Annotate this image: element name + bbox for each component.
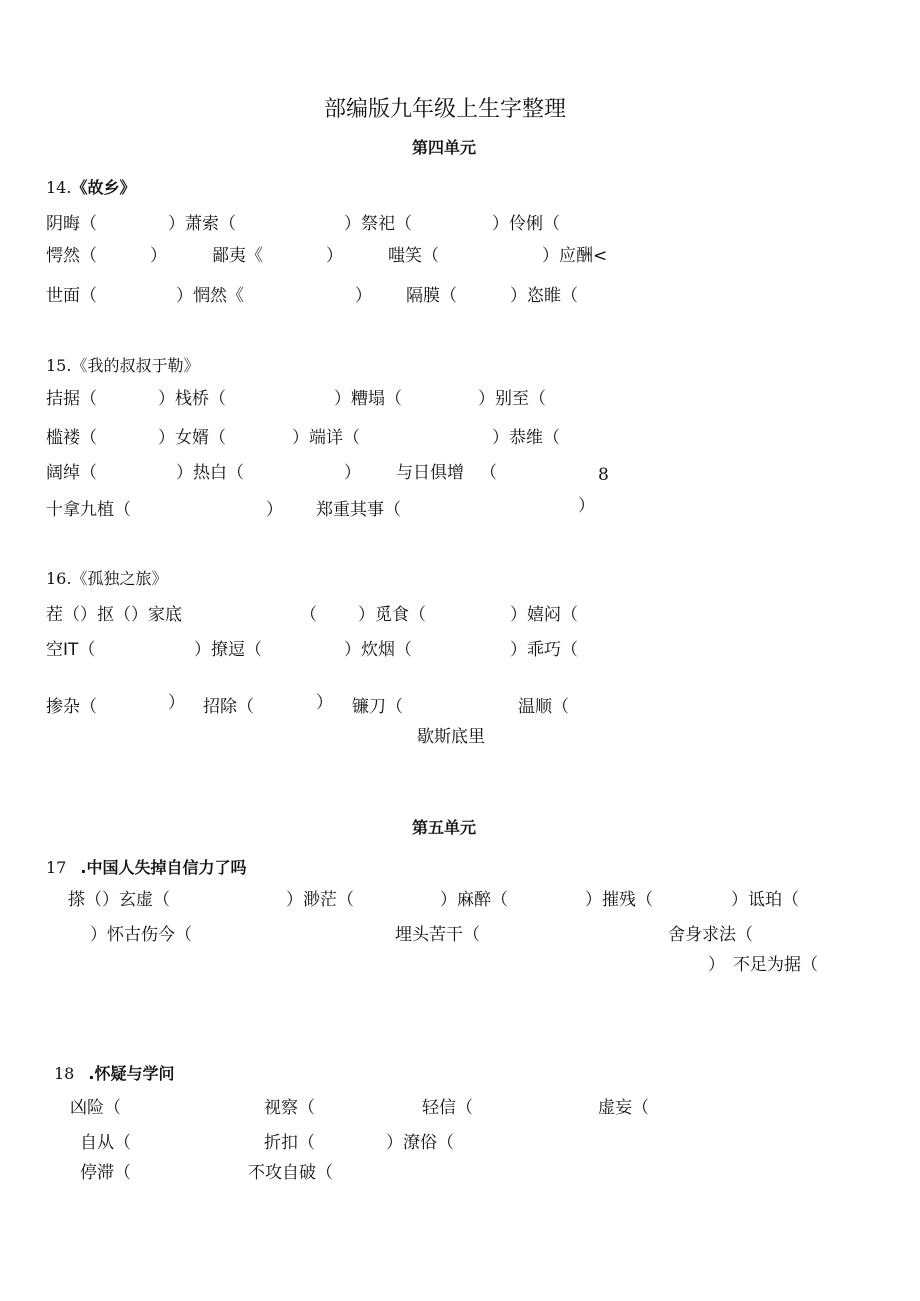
- word-item: ）潦俗（: [386, 1133, 454, 1153]
- word-item: ）端详（: [292, 428, 360, 448]
- lesson-heading: [54, 1064, 174, 1084]
- stray-mark: 8: [598, 465, 609, 485]
- lesson-title: 《故乡》: [71, 178, 136, 197]
- word-item: ）: [344, 463, 361, 483]
- word-item: 搽（）玄虚（: [68, 890, 170, 910]
- word-item: 茬（）抠（）家底: [46, 605, 182, 625]
- word-item: 轻信（: [422, 1098, 473, 1118]
- word-item: 视察（: [264, 1098, 315, 1118]
- word-item: ）萧索（: [168, 214, 236, 234]
- lesson-heading: [46, 178, 135, 198]
- word-item: ）: [150, 246, 167, 266]
- word-item: ）惘然《: [176, 286, 244, 306]
- word-item: ）女婿（: [158, 428, 226, 448]
- word-item: 镰刀（: [352, 697, 403, 717]
- word-item: 鄙夷《: [212, 246, 263, 266]
- word-item: ）恣睢（: [510, 286, 578, 306]
- word-item: ）渺茫（: [286, 890, 354, 910]
- word-item: 愕然（: [46, 246, 97, 266]
- lesson-number: 15.: [46, 356, 72, 375]
- word-item: ）恭维（: [492, 428, 560, 448]
- word-item: 舍身求法（: [668, 925, 753, 945]
- word-item: ）: [708, 955, 725, 975]
- word-item: ）: [266, 500, 283, 520]
- word-item: ）乖巧（: [510, 640, 578, 660]
- word-item: 十拿九植（: [46, 500, 131, 520]
- word-item: 阴晦（: [46, 214, 97, 234]
- word-item: ）: [326, 246, 343, 266]
- word-item: ）撩逗（: [194, 640, 262, 660]
- word-item: ）: [578, 496, 595, 516]
- word-item: ）怀古伤今（: [90, 925, 192, 945]
- word-item: 掺杂（: [46, 697, 97, 717]
- lesson-number: 14.: [46, 178, 72, 197]
- word-item: 虚妄（: [598, 1098, 649, 1118]
- word-item: ）伶俐（: [492, 214, 560, 234]
- lesson-number: 17: [46, 858, 67, 877]
- word-item: 不攻自破（: [248, 1163, 333, 1183]
- lesson-heading: [46, 569, 167, 589]
- word-item: ）麻醉（: [440, 890, 508, 910]
- word-item: ）应酬<: [542, 246, 608, 266]
- word-item: 自从（: [80, 1133, 131, 1153]
- word-item: ）别至（: [478, 389, 546, 409]
- word-item: 凶险（: [70, 1098, 121, 1118]
- word-item: 槛褛（: [46, 428, 97, 448]
- word-item: ）摧残（: [585, 890, 653, 910]
- word-item: 阔绰（: [46, 463, 97, 483]
- word-item: 空IT（: [46, 640, 96, 660]
- word-item: （: [480, 463, 497, 483]
- word-item: 停滞（: [80, 1163, 131, 1183]
- unit-heading: 第五单元: [412, 818, 477, 837]
- word-item: ）糟塌（: [334, 389, 402, 409]
- word-item: ）诋珀（: [731, 890, 799, 910]
- lesson-heading: [46, 858, 246, 878]
- lesson-number: 18: [54, 1064, 75, 1083]
- word-item: ）栈桥（: [158, 389, 226, 409]
- word-item: 世面（: [46, 286, 97, 306]
- word-item: 隔膜（: [406, 286, 457, 306]
- word-item: 嗤笑（: [388, 246, 439, 266]
- unit-heading: 第四单元: [412, 138, 477, 157]
- word-item: 与日俱增: [396, 463, 464, 483]
- word-item: 折扣（: [264, 1133, 315, 1153]
- word-item: ）嬉闷（: [510, 605, 578, 625]
- word-item: ）: [168, 693, 185, 713]
- lesson-title: 《我的叔叔于勒》: [71, 356, 200, 375]
- word-item: ）祭祀（: [344, 214, 412, 234]
- word-item: 拮据（: [46, 389, 97, 409]
- word-item: ）: [316, 693, 333, 713]
- page-title: 部编版九年级上生字整理: [324, 97, 567, 122]
- lesson-number: 16.: [46, 569, 72, 588]
- word-item: 温顺（: [518, 697, 569, 717]
- word-item: （: [300, 605, 317, 625]
- word-item: 歇斯底里: [417, 727, 485, 747]
- lesson-title: .怀疑与学问: [88, 1064, 175, 1083]
- word-item: ）热白（: [176, 463, 244, 483]
- word-item: ）: [355, 286, 372, 306]
- lesson-title: 《孤独之旅》: [71, 569, 168, 588]
- lesson-heading: [46, 356, 199, 376]
- word-item: 招除（: [203, 697, 254, 717]
- word-item: 郑重其事（: [316, 500, 401, 520]
- word-item: ）觅食（: [358, 605, 426, 625]
- word-item: 不足为据（: [733, 955, 818, 975]
- word-item: 埋头苦干（: [395, 925, 480, 945]
- word-item: ）炊烟（: [344, 640, 412, 660]
- lesson-title: .中国人失掉自信力了吗: [80, 858, 247, 877]
